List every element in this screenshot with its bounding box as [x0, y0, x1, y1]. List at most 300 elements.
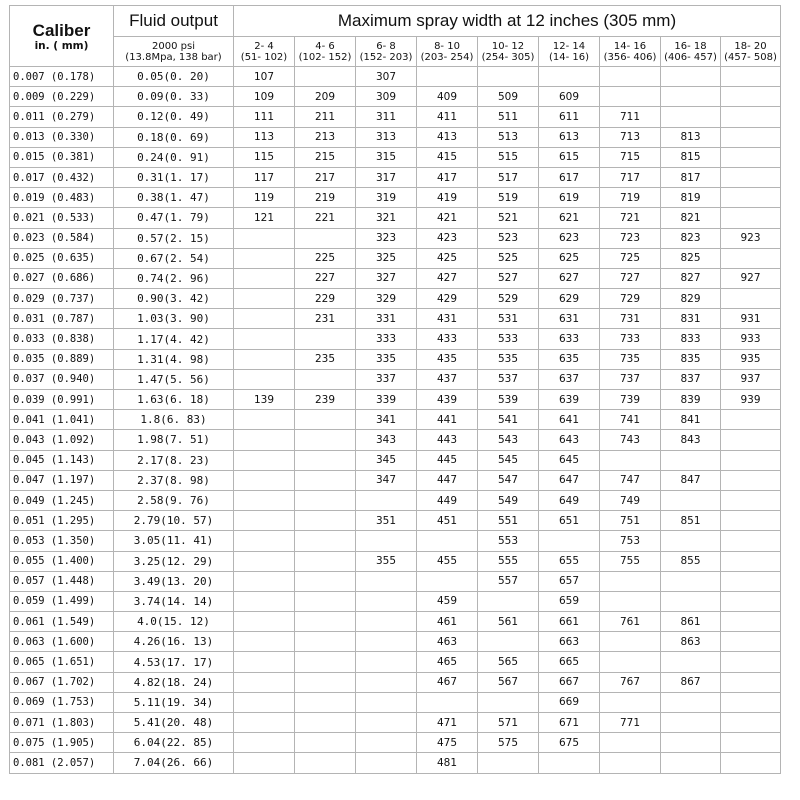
caliber-cell: 0.061 (1.549) [10, 612, 114, 632]
caliber-cell: 0.039 (0.991) [10, 390, 114, 410]
tip-size-cell: 517 [478, 167, 539, 187]
tip-size-cell: 327 [356, 268, 417, 288]
tip-size-cell [661, 531, 721, 551]
tip-size-cell [721, 591, 781, 611]
table-row [10, 672, 781, 692]
tip-size-cell: 231 [295, 309, 356, 329]
tip-size-cell [721, 167, 781, 187]
spray-tip-chart [9, 5, 781, 774]
tip-size-cell: 121 [234, 208, 295, 228]
tip-size-cell: 415 [417, 147, 478, 167]
spray-range-inches: 10- 12 [491, 40, 525, 52]
tip-size-cell [721, 531, 781, 551]
spray-range-inches: 18- 20 [734, 40, 767, 52]
tip-size-cell [721, 753, 781, 773]
tip-size-cell: 561 [478, 612, 539, 632]
tip-size-cell [478, 753, 539, 773]
fluid-output-cell: 3.05(11. 41) [114, 531, 234, 551]
caliber-cell: 0.071 (1.803) [10, 713, 114, 733]
tip-size-cell [295, 591, 356, 611]
tip-size-cell [721, 672, 781, 692]
tip-size-cell [721, 692, 781, 712]
spray-range-inches: 8- 10 [434, 40, 460, 52]
fluid-output-cell: 0.67(2. 54) [114, 248, 234, 268]
tip-size-cell: 315 [356, 147, 417, 167]
tip-size-cell: 443 [417, 430, 478, 450]
tip-size-cell [661, 107, 721, 127]
tip-size-cell: 557 [478, 571, 539, 591]
table-row [10, 571, 781, 591]
fluid-mpa: (13.8Mpa, 138 bar) [125, 51, 222, 63]
tip-size-cell [721, 571, 781, 591]
table-row [10, 430, 781, 450]
tip-size-cell: 325 [356, 248, 417, 268]
tip-size-cell [234, 450, 295, 470]
tip-size-cell: 543 [478, 430, 539, 450]
tip-size-cell: 337 [356, 369, 417, 389]
tip-size-cell: 509 [478, 87, 539, 107]
tip-size-cell [661, 692, 721, 712]
fluid-output-cell: 2.37(8. 98) [114, 470, 234, 490]
tip-size-cell [234, 268, 295, 288]
tip-size-cell: 221 [295, 208, 356, 228]
tip-size-cell [478, 692, 539, 712]
tip-size-cell [295, 511, 356, 531]
tip-size-cell [721, 430, 781, 450]
table-row [10, 551, 781, 571]
fluid-output-header: Fluid output [114, 6, 234, 37]
caliber-cell: 0.045 (1.143) [10, 450, 114, 470]
tip-size-cell [295, 369, 356, 389]
tip-size-cell: 539 [478, 390, 539, 410]
tip-size-cell: 743 [600, 430, 661, 450]
table-row [10, 390, 781, 410]
tip-size-cell [721, 551, 781, 571]
table-row [10, 329, 781, 349]
tip-size-cell: 347 [356, 470, 417, 490]
tip-size-cell [721, 450, 781, 470]
spray-range-header [234, 37, 295, 67]
tip-size-cell [295, 632, 356, 652]
tip-size-cell [295, 67, 356, 87]
caliber-cell: 0.051 (1.295) [10, 511, 114, 531]
tip-size-cell [295, 733, 356, 753]
fluid-output-cell: 0.18(0. 69) [114, 127, 234, 147]
tip-size-cell: 723 [600, 228, 661, 248]
tip-size-cell: 217 [295, 167, 356, 187]
table-row [10, 652, 781, 672]
tip-size-cell [295, 228, 356, 248]
tip-size-cell: 351 [356, 511, 417, 531]
table-row [10, 713, 781, 733]
fluid-output-cell: 3.25(12. 29) [114, 551, 234, 571]
tip-size-cell: 645 [539, 450, 600, 470]
spray-range-mm: (102- 152) [298, 51, 352, 63]
tip-size-cell: 529 [478, 289, 539, 309]
fluid-output-cell: 0.24(0. 91) [114, 147, 234, 167]
tip-size-cell: 219 [295, 188, 356, 208]
caliber-cell: 0.053 (1.350) [10, 531, 114, 551]
tip-size-cell [721, 490, 781, 510]
tip-size-cell [234, 511, 295, 531]
caliber-cell: 0.019 (0.483) [10, 188, 114, 208]
tip-size-cell [295, 490, 356, 510]
caliber-cell: 0.055 (1.400) [10, 551, 114, 571]
fluid-output-cell: 2.58(9. 76) [114, 490, 234, 510]
table-row [10, 591, 781, 611]
tip-size-cell [356, 753, 417, 773]
caliber-cell: 0.009 (0.229) [10, 87, 114, 107]
tip-size-cell [234, 289, 295, 309]
tip-size-cell [234, 309, 295, 329]
tip-size-cell: 471 [417, 713, 478, 733]
spray-range-mm: (356- 406) [603, 51, 657, 63]
tip-size-cell: 445 [417, 450, 478, 470]
fluid-output-cell: 0.12(0. 49) [114, 107, 234, 127]
spray-width-header: Maximum spray width at 12 inches (305 mm) [234, 6, 781, 37]
tip-size-cell: 939 [721, 390, 781, 410]
tip-size-cell [721, 733, 781, 753]
tip-size-cell: 755 [600, 551, 661, 571]
fluid-output-cell: 4.26(16. 13) [114, 632, 234, 652]
tip-size-cell: 851 [661, 511, 721, 531]
tip-size-cell [721, 511, 781, 531]
tip-size-cell: 867 [661, 672, 721, 692]
tip-size-cell: 413 [417, 127, 478, 147]
spray-tip-table [9, 5, 781, 774]
tip-size-cell [356, 652, 417, 672]
tip-size-cell [356, 632, 417, 652]
caliber-title: Caliber [32, 20, 91, 40]
tip-size-cell [721, 713, 781, 733]
tip-size-cell: 615 [539, 147, 600, 167]
tip-size-cell [234, 652, 295, 672]
tip-size-cell: 815 [661, 147, 721, 167]
tip-size-cell: 669 [539, 692, 600, 712]
tip-size-cell: 339 [356, 390, 417, 410]
tip-size-cell: 211 [295, 107, 356, 127]
tip-size-cell: 923 [721, 228, 781, 248]
tip-size-cell: 711 [600, 107, 661, 127]
tip-size-cell [478, 591, 539, 611]
tip-size-cell: 935 [721, 349, 781, 369]
caliber-cell: 0.075 (1.905) [10, 733, 114, 753]
tip-size-cell: 737 [600, 369, 661, 389]
tip-size-cell: 531 [478, 309, 539, 329]
tip-size-cell [356, 531, 417, 551]
table-row [10, 450, 781, 470]
caliber-cell: 0.067 (1.702) [10, 672, 114, 692]
tip-size-cell: 651 [539, 511, 600, 531]
table-row [10, 531, 781, 551]
tip-size-cell [234, 531, 295, 551]
fluid-output-cell: 0.09(0. 33) [114, 87, 234, 107]
table-row [10, 470, 781, 490]
tip-size-cell: 317 [356, 167, 417, 187]
tip-size-cell: 839 [661, 390, 721, 410]
tip-size-cell [721, 652, 781, 672]
tip-size-cell: 665 [539, 652, 600, 672]
tip-size-cell: 547 [478, 470, 539, 490]
tip-size-cell [661, 571, 721, 591]
tip-size-cell: 667 [539, 672, 600, 692]
tip-size-cell [721, 67, 781, 87]
caliber-cell: 0.041 (1.041) [10, 410, 114, 430]
caliber-cell: 0.043 (1.092) [10, 430, 114, 450]
tip-size-cell: 663 [539, 632, 600, 652]
tip-size-cell: 821 [661, 208, 721, 228]
tip-size-cell: 817 [661, 167, 721, 187]
tip-size-cell: 333 [356, 329, 417, 349]
tip-size-cell: 335 [356, 349, 417, 369]
tip-size-cell: 447 [417, 470, 478, 490]
tip-size-cell [234, 632, 295, 652]
tip-size-cell [721, 188, 781, 208]
tip-size-cell: 545 [478, 450, 539, 470]
tip-size-cell: 649 [539, 490, 600, 510]
tip-size-cell [417, 531, 478, 551]
fluid-output-cell: 1.47(5. 56) [114, 369, 234, 389]
tip-size-cell: 309 [356, 87, 417, 107]
tip-size-cell: 537 [478, 369, 539, 389]
tip-size-cell [295, 430, 356, 450]
caliber-header [10, 6, 114, 67]
caliber-cell: 0.049 (1.245) [10, 490, 114, 510]
tip-size-cell [721, 147, 781, 167]
caliber-cell: 0.025 (0.635) [10, 248, 114, 268]
tip-size-cell: 439 [417, 390, 478, 410]
fluid-output-cell: 2.17(8. 23) [114, 450, 234, 470]
tip-size-cell: 409 [417, 87, 478, 107]
table-row [10, 188, 781, 208]
tip-size-cell: 843 [661, 430, 721, 450]
spray-range-inches: 6- 8 [376, 40, 396, 52]
fluid-output-cell: 4.0(15. 12) [114, 612, 234, 632]
tip-size-cell: 215 [295, 147, 356, 167]
table-row [10, 309, 781, 329]
tip-size-cell [356, 692, 417, 712]
tip-size-cell: 575 [478, 733, 539, 753]
tip-size-cell: 419 [417, 188, 478, 208]
tip-size-cell: 433 [417, 329, 478, 349]
tip-size-cell: 565 [478, 652, 539, 672]
tip-size-cell: 613 [539, 127, 600, 147]
tip-size-cell: 571 [478, 713, 539, 733]
tip-size-cell [234, 591, 295, 611]
tip-size-cell: 465 [417, 652, 478, 672]
tip-size-cell [234, 551, 295, 571]
tip-size-cell: 109 [234, 87, 295, 107]
fluid-output-cell: 0.74(2. 96) [114, 268, 234, 288]
tip-size-cell: 627 [539, 268, 600, 288]
tip-size-cell [600, 652, 661, 672]
caliber-cell: 0.081 (2.057) [10, 753, 114, 773]
tip-size-cell [721, 208, 781, 228]
tip-size-cell [234, 753, 295, 773]
tip-size-cell: 463 [417, 632, 478, 652]
tip-size-cell [234, 672, 295, 692]
tip-size-cell [356, 591, 417, 611]
fluid-output-cell: 1.31(4. 98) [114, 349, 234, 369]
tip-size-cell [539, 531, 600, 551]
tip-size-cell: 425 [417, 248, 478, 268]
tip-size-cell [356, 672, 417, 692]
fluid-output-cell: 1.63(6. 18) [114, 390, 234, 410]
tip-size-cell: 331 [356, 309, 417, 329]
tip-size-cell: 833 [661, 329, 721, 349]
tip-size-cell [661, 490, 721, 510]
spray-range-inches: 2- 4 [254, 40, 274, 52]
tip-size-cell: 629 [539, 289, 600, 309]
tip-size-cell [721, 87, 781, 107]
tip-size-cell: 671 [539, 713, 600, 733]
tip-size-cell: 475 [417, 733, 478, 753]
spray-range-header [478, 37, 539, 67]
tip-size-cell: 931 [721, 309, 781, 329]
table-row [10, 107, 781, 127]
tip-size-cell: 927 [721, 268, 781, 288]
tip-size-cell: 635 [539, 349, 600, 369]
tip-size-cell [600, 753, 661, 773]
tip-size-cell: 119 [234, 188, 295, 208]
tip-size-cell [661, 652, 721, 672]
tip-size-cell: 837 [661, 369, 721, 389]
tip-size-cell: 553 [478, 531, 539, 551]
fluid-output-cell: 5.11(19. 34) [114, 692, 234, 712]
tip-size-cell: 657 [539, 571, 600, 591]
spray-range-mm: (51- 102) [240, 51, 288, 63]
tip-size-cell: 637 [539, 369, 600, 389]
fluid-output-cell: 0.31(1. 17) [114, 167, 234, 187]
tip-size-cell: 751 [600, 511, 661, 531]
tip-size-cell [721, 289, 781, 309]
tip-size-cell: 549 [478, 490, 539, 510]
fluid-output-cell: 6.04(22. 85) [114, 733, 234, 753]
tip-size-cell: 423 [417, 228, 478, 248]
tip-size-cell: 551 [478, 511, 539, 531]
tip-size-cell: 937 [721, 369, 781, 389]
caliber-cell: 0.029 (0.737) [10, 289, 114, 309]
tip-size-cell [661, 591, 721, 611]
tip-size-cell [661, 450, 721, 470]
tip-size-cell: 639 [539, 390, 600, 410]
tip-size-cell: 747 [600, 470, 661, 490]
spray-range-inches: 12- 14 [552, 40, 586, 52]
tip-size-cell [600, 591, 661, 611]
fluid-output-cell: 0.57(2. 15) [114, 228, 234, 248]
tip-size-cell [600, 692, 661, 712]
fluid-psi: 2000 psi [152, 40, 195, 52]
tip-size-cell [295, 470, 356, 490]
tip-size-cell: 213 [295, 127, 356, 147]
table-row [10, 248, 781, 268]
tip-size-cell: 311 [356, 107, 417, 127]
spray-range-mm: (203- 254) [420, 51, 474, 63]
spray-range-header [721, 37, 781, 67]
tip-size-cell [661, 67, 721, 87]
tip-size-cell [721, 632, 781, 652]
tip-size-cell: 719 [600, 188, 661, 208]
caliber-unit: in. ( mm) [34, 39, 89, 52]
tip-size-cell: 323 [356, 228, 417, 248]
tip-size-cell [539, 67, 600, 87]
tip-size-cell [295, 713, 356, 733]
fluid-pressure-header [114, 37, 234, 67]
tip-size-cell: 749 [600, 490, 661, 510]
tip-size-cell: 435 [417, 349, 478, 369]
caliber-cell: 0.007 (0.178) [10, 67, 114, 87]
table-row [10, 87, 781, 107]
table-body [10, 67, 781, 774]
tip-size-cell: 609 [539, 87, 600, 107]
tip-size-cell: 555 [478, 551, 539, 571]
caliber-cell: 0.047 (1.197) [10, 470, 114, 490]
fluid-output-cell: 7.04(26. 66) [114, 753, 234, 773]
tip-size-cell [234, 692, 295, 712]
table-row [10, 753, 781, 773]
fluid-output-cell: 4.53(17. 17) [114, 652, 234, 672]
tip-size-cell: 521 [478, 208, 539, 228]
tip-size-cell [600, 67, 661, 87]
tip-size-cell: 631 [539, 309, 600, 329]
tip-size-cell: 735 [600, 349, 661, 369]
tip-size-cell: 829 [661, 289, 721, 309]
fluid-output-cell: 4.82(18. 24) [114, 672, 234, 692]
tip-size-cell [356, 490, 417, 510]
tip-size-cell: 933 [721, 329, 781, 349]
tip-size-cell: 741 [600, 410, 661, 430]
tip-size-cell: 567 [478, 672, 539, 692]
tip-size-cell: 753 [600, 531, 661, 551]
tip-size-cell: 835 [661, 349, 721, 369]
tip-size-cell [600, 87, 661, 107]
table-row [10, 268, 781, 288]
tip-size-cell: 225 [295, 248, 356, 268]
spray-range-header [417, 37, 478, 67]
tip-size-cell: 761 [600, 612, 661, 632]
caliber-cell: 0.011 (0.279) [10, 107, 114, 127]
tip-size-cell: 431 [417, 309, 478, 329]
tip-size-cell: 411 [417, 107, 478, 127]
tip-size-cell: 227 [295, 268, 356, 288]
tip-size-cell: 461 [417, 612, 478, 632]
tip-size-cell [661, 733, 721, 753]
caliber-cell: 0.063 (1.600) [10, 632, 114, 652]
tip-size-cell [721, 107, 781, 127]
tip-size-cell [721, 127, 781, 147]
tip-size-cell: 535 [478, 349, 539, 369]
tip-size-cell [295, 571, 356, 591]
tip-size-cell: 229 [295, 289, 356, 309]
tip-size-cell: 321 [356, 208, 417, 228]
caliber-cell: 0.035 (0.889) [10, 349, 114, 369]
tip-size-cell: 721 [600, 208, 661, 228]
tip-size-cell [234, 571, 295, 591]
caliber-cell: 0.059 (1.499) [10, 591, 114, 611]
tip-size-cell [234, 612, 295, 632]
spray-range-mm: (457- 508) [724, 51, 777, 63]
tip-size-cell: 481 [417, 753, 478, 773]
tip-size-cell [295, 672, 356, 692]
tip-size-cell: 729 [600, 289, 661, 309]
tip-size-cell [234, 713, 295, 733]
tip-size-cell: 107 [234, 67, 295, 87]
tip-size-cell: 767 [600, 672, 661, 692]
tip-size-cell [539, 753, 600, 773]
fluid-output-cell: 0.05(0. 20) [114, 67, 234, 87]
spray-range-inches: 16- 18 [674, 40, 707, 52]
tip-size-cell: 643 [539, 430, 600, 450]
